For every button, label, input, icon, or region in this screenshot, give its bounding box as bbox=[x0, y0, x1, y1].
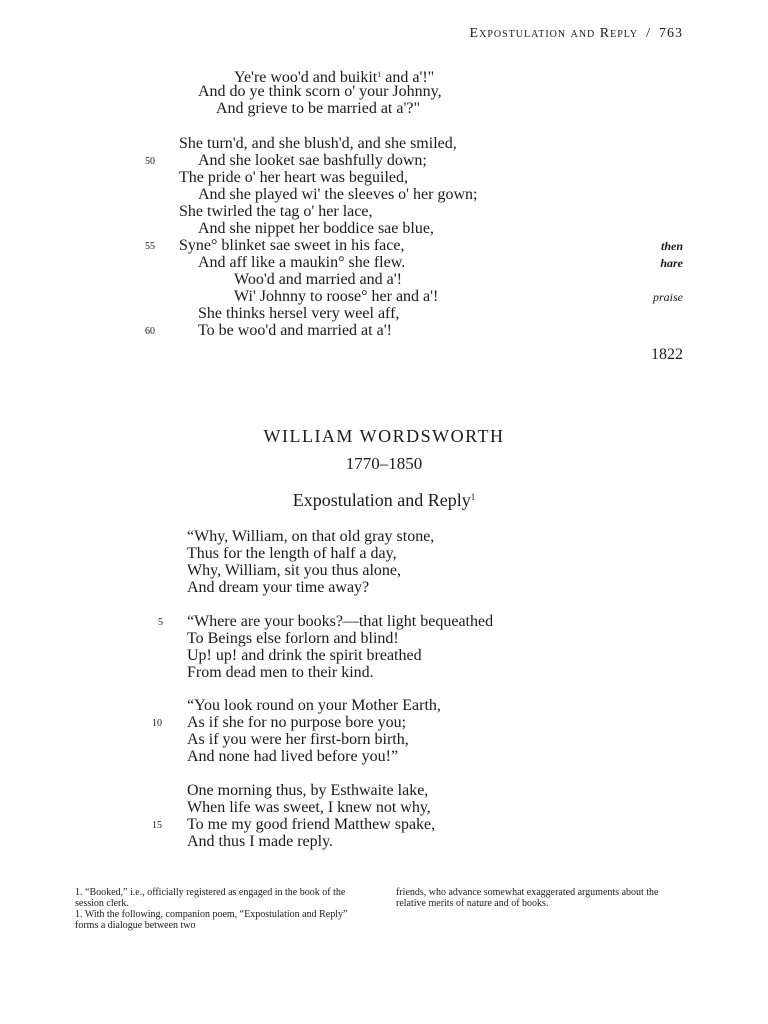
footnotes-right bbox=[396, 887, 686, 909]
author-dates: 1770–1850 bbox=[345, 454, 423, 473]
header-separator: / bbox=[646, 26, 651, 41]
marginal-gloss: hare bbox=[660, 256, 683, 270]
poem-title: Expostulation and Reply$^1$ bbox=[292, 490, 476, 510]
verse-line: Wi' Johnny to roose° her and a'! bbox=[234, 288, 439, 305]
marginal-gloss: then bbox=[660, 239, 683, 253]
verse-line: Up! up! and drink the spirit breathed bbox=[187, 647, 422, 664]
line-number: 60 bbox=[145, 326, 155, 337]
footnote-marker: 1 bbox=[470, 492, 476, 502]
line-number: 10 bbox=[152, 718, 162, 729]
running-title: Expostulation and Reply bbox=[469, 26, 639, 41]
verse-line: And aff like a maukin° she flew. bbox=[198, 254, 406, 271]
verse-line: To be woo'd and married at a'! bbox=[198, 322, 392, 339]
footnotes-left bbox=[75, 887, 367, 931]
page-number: 763 bbox=[659, 26, 683, 41]
verse-line: One morning thus, by Esthwaite lake, bbox=[187, 782, 429, 799]
verse-line: When life was sweet, I knew not why, bbox=[187, 799, 431, 816]
marginal-gloss: praise bbox=[653, 290, 683, 304]
verse-line: “Why, William, on that old gray stone, bbox=[187, 528, 435, 545]
verse-line: And grieve to be married at a'?" bbox=[216, 100, 420, 117]
line-number: 55 bbox=[145, 241, 155, 252]
verse-line: And she played wi' the sleeves o' her gown; bbox=[198, 186, 478, 203]
verse-line: From dead men to their kind. bbox=[187, 664, 374, 681]
line-number: 50 bbox=[145, 156, 155, 167]
verse-line: And thus I made reply. bbox=[187, 833, 334, 850]
verse-line: She turn'd, and she blush'd, and she smiled, bbox=[179, 135, 457, 152]
verse-line: And she looket sae bashfully down; bbox=[198, 152, 427, 169]
verse-line: Woo'd and married and a'! bbox=[234, 271, 402, 288]
verse-line: And none had lived before you!” bbox=[187, 748, 399, 765]
line-number: 5 bbox=[158, 617, 163, 628]
footnote: 1. With the following, companion poem, “Expostulation and Reply” forms a dialogue between two bbox=[75, 909, 348, 931]
verse-line: As if you were her first-born birth, bbox=[187, 731, 409, 748]
verse-line: Thus for the length of half a day, bbox=[187, 545, 397, 562]
verse-line: “You look round on your Mother Earth, bbox=[187, 697, 441, 714]
author-name: WILLIAM WORDSWORTH bbox=[263, 426, 505, 446]
verse-line: Syne° blinket sae sweet in his face, bbox=[179, 237, 405, 254]
verse-line: As if she for no purpose bore you; bbox=[187, 714, 407, 731]
verse-line: She twirled the tag o' her lace, bbox=[179, 203, 373, 220]
verse-line: And dream your time away? bbox=[187, 579, 370, 596]
verse-line: And she nippet her boddice sae blue, bbox=[198, 220, 434, 237]
running-header bbox=[470, 26, 683, 42]
verse-line: She thinks hersel very weel aff, bbox=[198, 305, 400, 322]
footnote-continuation: friends, who advance somewhat exaggerated arguments about the relative merits of nature and of books. bbox=[396, 887, 659, 909]
line-number: 15 bbox=[152, 820, 162, 831]
publication-year: 1822 bbox=[651, 346, 683, 363]
footnote: 1. “Booked,” i.e., officially registered as engaged in the book of the session clerk. bbox=[75, 887, 346, 909]
verse-line: To Beings else forlorn and blind! bbox=[187, 630, 399, 647]
verse-line: Ye're woo'd and buikit$^1$ and a'!" bbox=[234, 69, 435, 86]
verse-line: “Where are your books?—that light bequeathed bbox=[187, 613, 494, 630]
verse-line: Why, William, sit you thus alone, bbox=[187, 562, 401, 579]
footnote-marker: 1 bbox=[377, 70, 382, 79]
verse-line: To me my good friend Matthew spake, bbox=[187, 816, 436, 833]
verse-line: The pride o' her heart was beguiled, bbox=[179, 169, 409, 186]
verse-line: And do ye think scorn o' your Johnny, bbox=[198, 83, 442, 100]
